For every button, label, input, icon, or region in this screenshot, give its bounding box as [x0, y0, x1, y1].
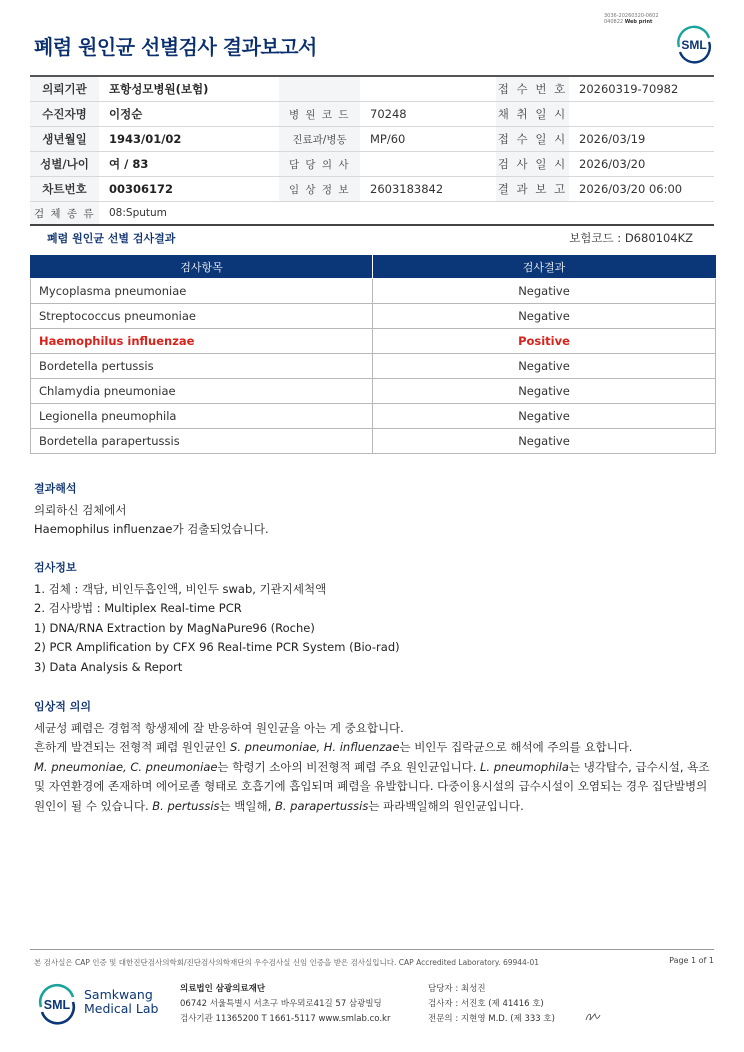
organism-result: Negative — [373, 354, 716, 379]
organism-name: Bordetella pertussis — [31, 354, 373, 379]
label-department-ward: 진료과/병동 — [279, 127, 360, 152]
staff-tester: 검사자 : 서진호 (제 41416 호) — [428, 999, 544, 1009]
organization-contact: 검사기관 11365200 T 1661-5117 www.smlab.co.kr — [180, 1014, 391, 1024]
clinical-paragraph: 세균성 폐렴은 경험적 항생제에 잘 반응하여 원인균을 아는 게 중요합니다. — [34, 720, 404, 735]
insurance-code: 보험코드 : D680104KZ — [569, 231, 693, 245]
interpretation-section — [34, 479, 724, 540]
patient-info-body — [30, 76, 714, 225]
test-info-heading: 검사정보 — [34, 561, 77, 574]
department-ward: MP/60 — [360, 127, 496, 152]
table-row — [31, 304, 716, 329]
patient-info-row — [30, 76, 714, 102]
results-header-row — [31, 255, 716, 279]
sml-logo — [674, 24, 714, 64]
chart-number: 00306172 — [99, 177, 279, 202]
patient-info-row — [30, 127, 714, 152]
label-chart-number: 차트번호 — [30, 177, 99, 202]
label-attending-doctor: 담 당 의 사 — [279, 152, 360, 177]
organization-address: 06742 서울특별시 서초구 바우뫼로41길 57 삼광빌딩 — [180, 999, 382, 1009]
label-sex-age: 성별/나이 — [30, 152, 99, 177]
organism-result: Negative — [373, 379, 716, 404]
requesting-hospital: 포항성모병원(보험) — [99, 76, 279, 102]
label-requesting-hospital: 의뢰기관 — [30, 76, 99, 102]
test-info-section — [34, 558, 724, 677]
collection-date — [569, 102, 714, 127]
organism-result-positive: Positive — [373, 329, 716, 354]
organism-name: Bordetella parapertussis — [31, 429, 373, 454]
test-info-line: 3) Data Analysis & Report — [34, 659, 183, 674]
staff-info — [428, 982, 555, 1027]
organism-result: Negative — [373, 429, 716, 454]
organization-name: 의료법인 삼광의료재단 — [180, 984, 266, 994]
label-collection-date: 채 취 일 시 — [496, 102, 569, 127]
receipt-date: 2026/03/19 — [569, 127, 714, 152]
attending-doctor — [360, 152, 496, 177]
patient-info-row — [30, 177, 714, 202]
label-accession-number: 접 수 번 호 — [496, 76, 569, 102]
patient-name: 이정순 — [99, 102, 279, 127]
sml-footer-logo — [36, 983, 78, 1025]
patient-info-row — [30, 102, 714, 127]
table-row — [31, 379, 716, 404]
web-print-label: Web print — [624, 19, 653, 25]
table-row — [31, 279, 716, 304]
header-test-item: 검사항목 — [31, 255, 373, 279]
test-info-line: 1) DNA/RNA Extraction by MagNaPure96 (Roche) — [34, 620, 315, 635]
specimen-type: 08:Sputum — [99, 202, 714, 226]
test-date: 2026/03/20 — [569, 152, 714, 177]
label-birth-date: 생년월일 — [30, 127, 99, 152]
clinical-paragraph: M. pneumoniae, C. pneumoniae는 학령기 소아의 비전형적 폐렴 주요 원인균입니다. L. pneumophila는 냉각탑수, 급수시설, 욕조 및 자연환경에 존재하며 에어로졸 형태로 호흡기에 흡입되며 폐렴을 유발합니다. 다중이용시설의 급수시설이 오염되는 경우 집단발병의 원인이 될 수 있습니다. B. pertussis는 백일해, B. parapertussis는 파라백일해의 원인균입니다. — [34, 759, 710, 813]
clinical-heading: 임상적 의의 — [34, 700, 91, 713]
organism-result: Negative — [373, 404, 716, 429]
document-code-line1: 3036-20260320-0602 — [604, 13, 659, 19]
document-code — [604, 13, 659, 25]
patient-info-table — [30, 75, 714, 226]
page-number: Page 1 of 1 — [669, 956, 714, 965]
results-section-title: 폐렴 원인균 선별 검사결과 — [47, 232, 176, 245]
sml-footer-logo-text: SML — [43, 998, 71, 1012]
birth-date: 1943/01/02 — [99, 127, 279, 152]
sml-logo-text: SML — [681, 38, 707, 52]
organism-name: Legionella pneumophila — [31, 404, 373, 429]
signature-icon — [584, 1010, 602, 1024]
clinical-section — [34, 697, 720, 816]
table-row — [31, 429, 716, 454]
label-receipt-date: 접 수 일 시 — [496, 127, 569, 152]
brand-name: Samkwang Medical Lab — [84, 987, 159, 1016]
report-title: 폐렴 원인균 선별검사 결과보고서 — [34, 35, 317, 59]
hospital-code: 70248 — [360, 102, 496, 127]
interpretation-heading: 결과해석 — [34, 482, 77, 495]
clinical-info: 2603183842 — [360, 177, 496, 202]
footer-divider — [30, 949, 714, 950]
header-test-result: 검사결과 — [373, 255, 716, 279]
document-code-prefix: 040822 — [604, 19, 624, 25]
sex-age: 여 / 83 — [99, 152, 279, 177]
organism-name: Streptococcus pneumoniae — [31, 304, 373, 329]
organism-name: Mycoplasma pneumoniae — [31, 279, 373, 304]
table-row-positive — [31, 329, 716, 354]
label-hospital-code: 병 원 코 드 — [279, 102, 360, 127]
accession-number: 20260319-70982 — [569, 76, 714, 102]
table-row — [31, 354, 716, 379]
organism-result: Negative — [373, 279, 716, 304]
patient-info-row — [30, 152, 714, 177]
organization-info — [180, 982, 390, 1027]
label-specimen-type: 검 체 종 류 — [30, 202, 99, 226]
staff-in-charge: 담당자 : 최성진 — [428, 984, 486, 994]
label-test-date: 검 사 일 시 — [496, 152, 569, 177]
clinical-paragraph: 흔하게 발견되는 전형적 폐렴 원인균인 S. pneumoniae, H. influenzae는 비인두 집락균으로 해석에 주의를 요합니다. — [34, 740, 633, 754]
result-report-datetime: 2026/03/20 06:00 — [569, 177, 714, 202]
results-table — [30, 255, 716, 454]
test-info-line: 2. 검사방법 : Multiplex Real-time PCR — [34, 601, 242, 615]
table-row — [31, 404, 716, 429]
organism-result: Negative — [373, 304, 716, 329]
staff-specialist: 전문의 : 지현영 M.D. (제 333 호) — [428, 1014, 555, 1024]
test-info-line: 1. 검체 : 객담, 비인두흡인액, 비인두 swab, 기관지세척액 — [34, 581, 327, 596]
accreditation-note: 본 검사실은 CAP 인증 및 대한진단검사의학회/진단검사의학재단의 우수검사실 신임 인증을 받은 검사실입니다. CAP Accredited Laboratory. 69944-01 — [34, 958, 540, 967]
test-info-line: 2) PCR Amplification by CFX 96 Real-time PCR System (Bio-rad) — [34, 640, 400, 654]
interpretation-line: 의뢰하신 검체에서 — [34, 502, 127, 517]
label-result-report: 결 과 보 고 — [496, 177, 569, 202]
interpretation-line: Haemophilus influenzae가 검출되었습니다. — [34, 522, 269, 536]
organism-name: Haemophilus influenzae — [31, 329, 373, 354]
label-clinical-info: 임 상 정 보 — [279, 177, 360, 202]
label-patient-name: 수진자명 — [30, 102, 99, 127]
organism-name: Chlamydia pneumoniae — [31, 379, 373, 404]
patient-info-row — [30, 202, 714, 226]
